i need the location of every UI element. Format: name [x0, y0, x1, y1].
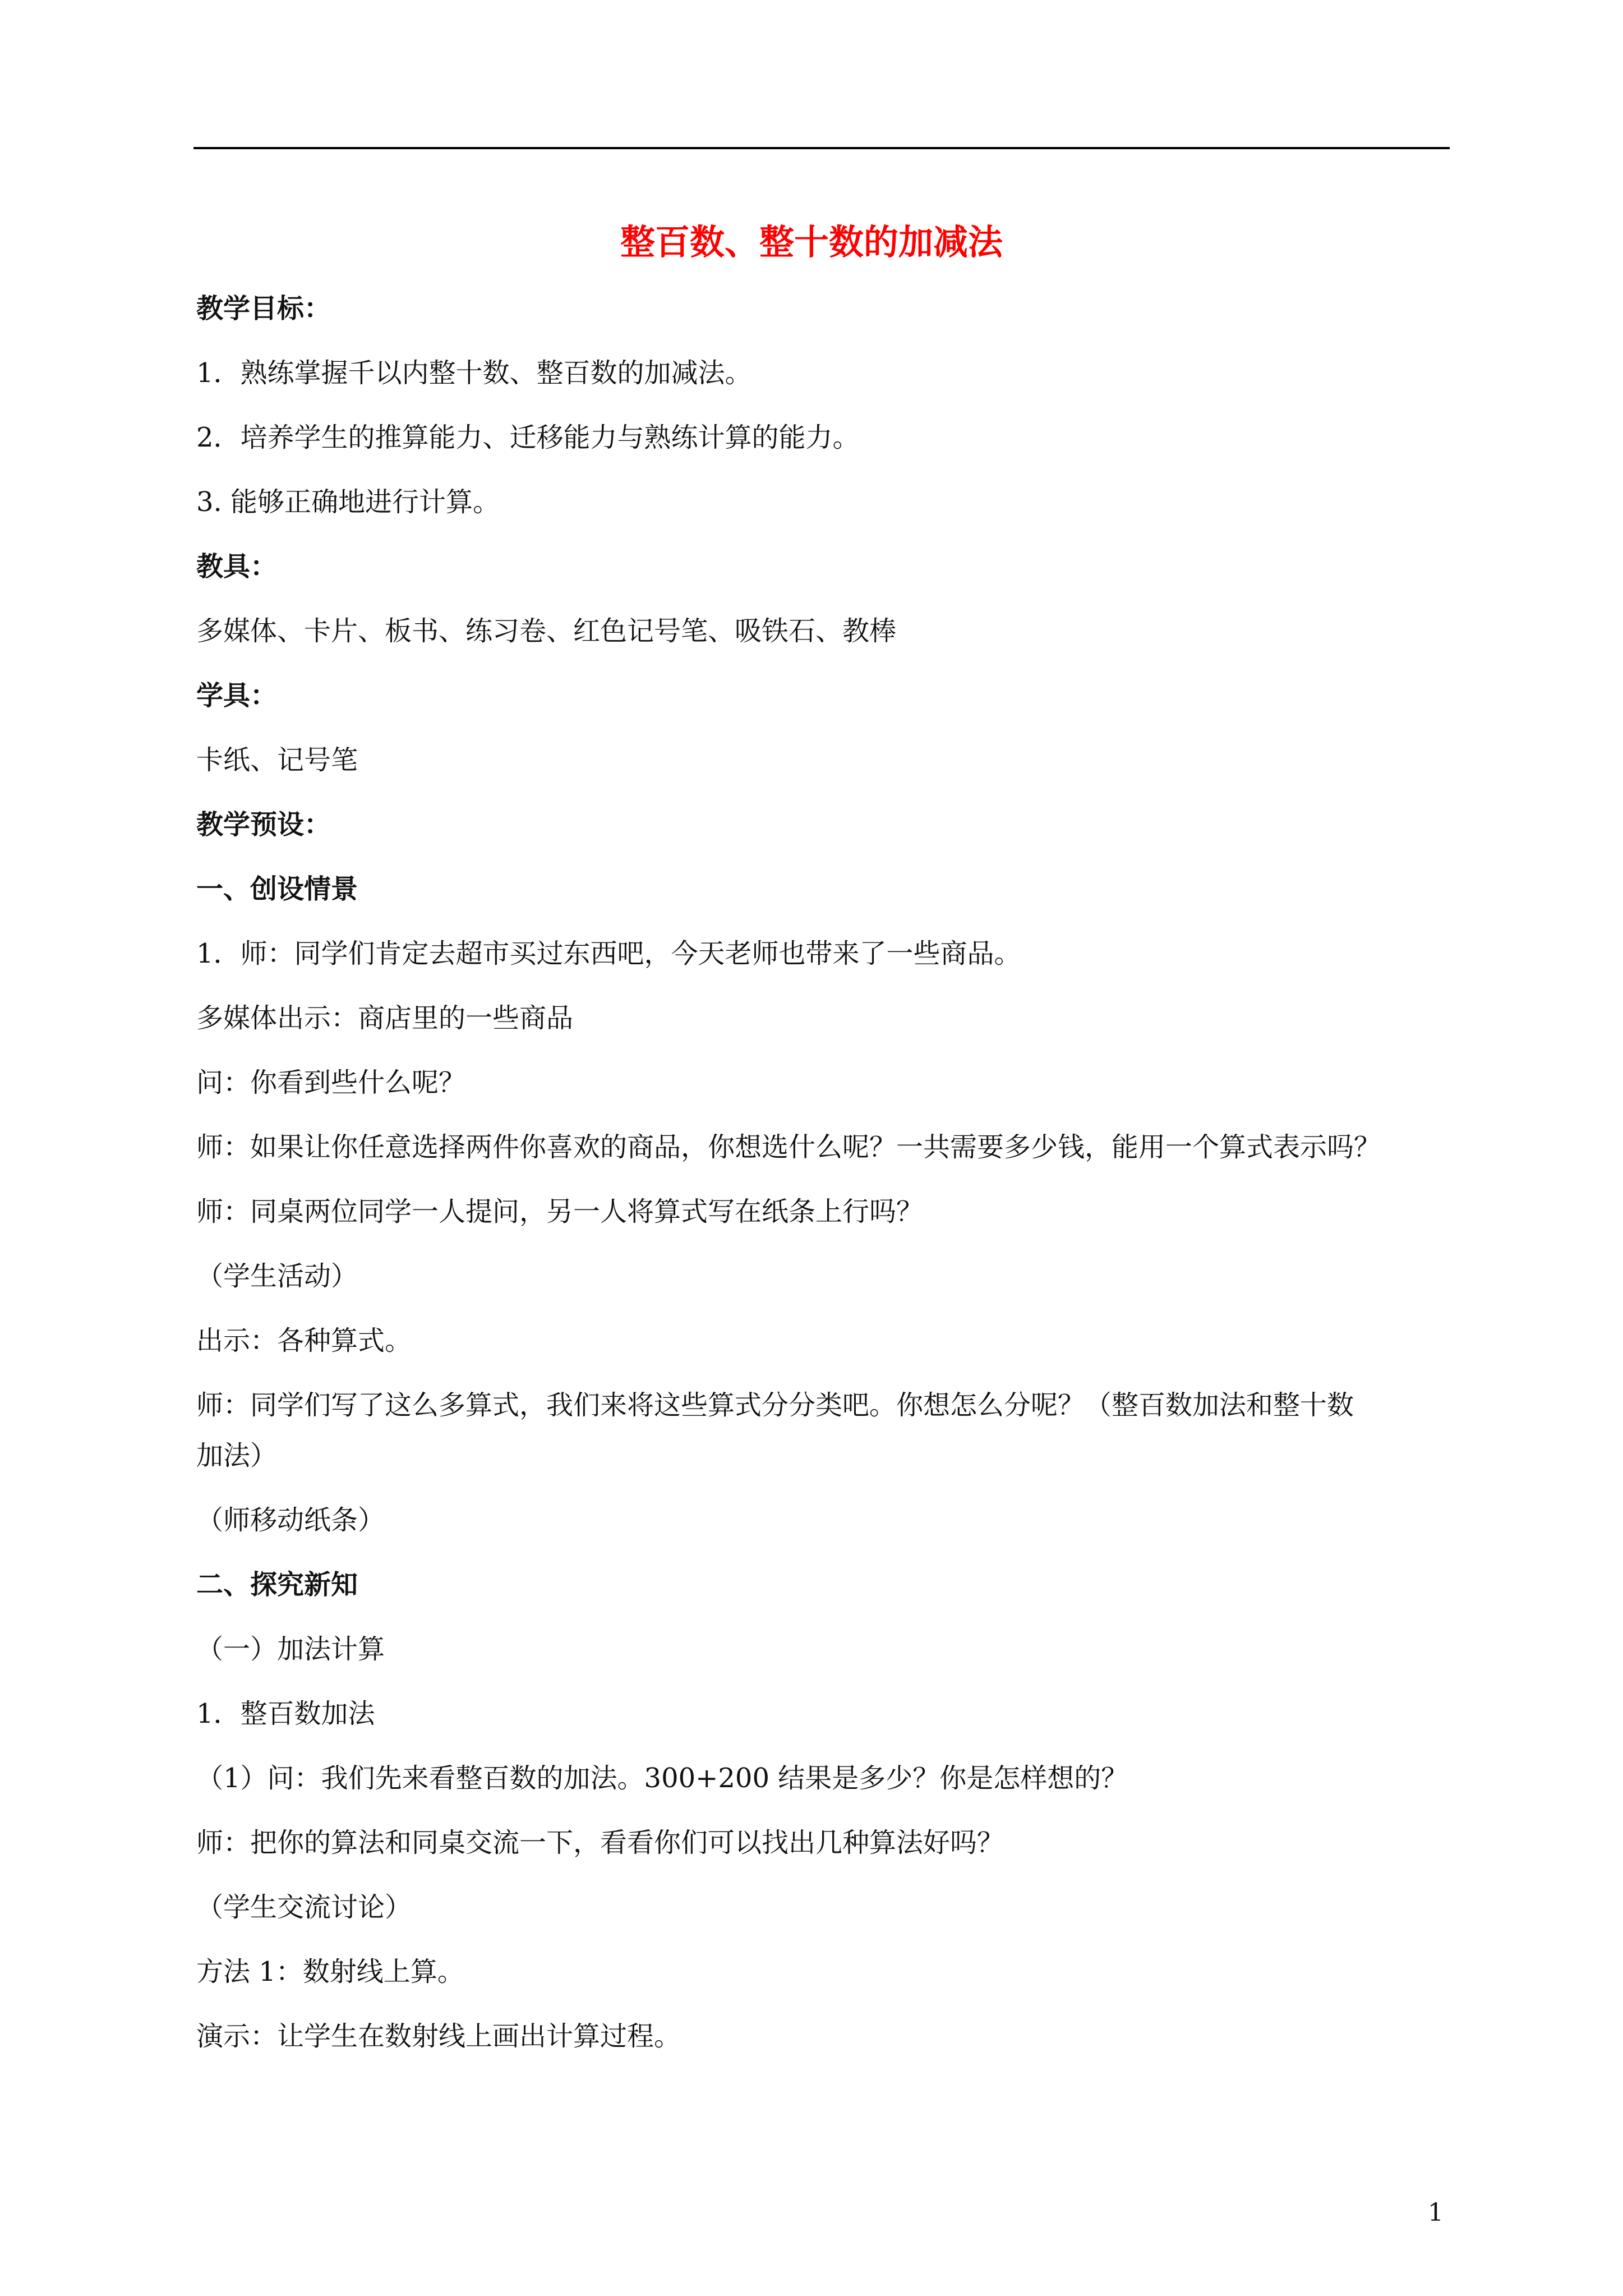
body-line: 方法 1：数射线上算。	[196, 1956, 464, 1987]
page-number: 1	[1428, 2198, 1444, 2227]
body-line: （学生交流讨论）	[196, 1892, 412, 1923]
body-line: 师：同桌两位同学一人提问，另一人将算式写在纸条上行吗？	[196, 1196, 924, 1227]
body-line: 3. 能够正确地进行计算。	[196, 486, 500, 518]
body-line: 问：你看到些什么呢？	[196, 1067, 466, 1098]
body-line: 1．熟练掌握千以内整十数、整百数的加减法。	[196, 357, 752, 389]
body-line: 师：如果让你任意选择两件你喜欢的商品，你想选什么呢？一共需要多少钱，能用一个算式表示吗？	[196, 1131, 1381, 1163]
header-rule	[193, 147, 1450, 149]
body-line: 多媒体、卡片、板书、练习卷、红色记号笔、吸铁石、教棒	[196, 615, 897, 647]
section-heading: 教具：	[196, 551, 278, 582]
body-line: （师移动纸条）	[196, 1504, 385, 1536]
document-body	[196, 292, 1453, 2084]
body-line: 演示：让学生在数射线上画出计算过程。	[196, 2021, 681, 2052]
body-line: 师：同学们写了这么多算式，我们来将这些算式分分类吧。你想怎么分呢？（整百数加法和整十数	[196, 1389, 1354, 1421]
body-line: （一）加法计算	[196, 1634, 385, 1665]
section-heading: 学具：	[196, 680, 278, 711]
body-line: 加法）	[196, 1440, 278, 1471]
document-title: 整百数、整十数的加减法	[620, 222, 1003, 263]
body-line: （学生活动）	[196, 1260, 358, 1292]
section-heading: 教学目标：	[196, 293, 331, 324]
body-line: 多媒体出示：商店里的一些商品	[196, 1002, 574, 1034]
body-line: （1）问：我们先来看整百数的加法。300+200 结果是多少？你是怎样想的？	[196, 1763, 1128, 1794]
body-line: 卡纸、记号笔	[196, 744, 358, 776]
section-heading: 二、探究新知	[196, 1569, 358, 1600]
body-line: 1．师：同学们肯定去超市买过东西吧，今天老师也带来了一些商品。	[196, 938, 1021, 969]
body-line: 出示：各种算式。	[196, 1325, 412, 1356]
body-line: 1．整百数加法	[196, 1698, 375, 1729]
body-line: 2．培养学生的推算能力、迁移能力与熟练计算的能力。	[196, 422, 860, 453]
body-line: 师：把你的算法和同桌交流一下，看看你们可以找出几种算法好吗？	[196, 1827, 1004, 1858]
section-heading: 一、创设情景	[196, 873, 358, 905]
section-heading: 教学预设：	[196, 809, 331, 840]
